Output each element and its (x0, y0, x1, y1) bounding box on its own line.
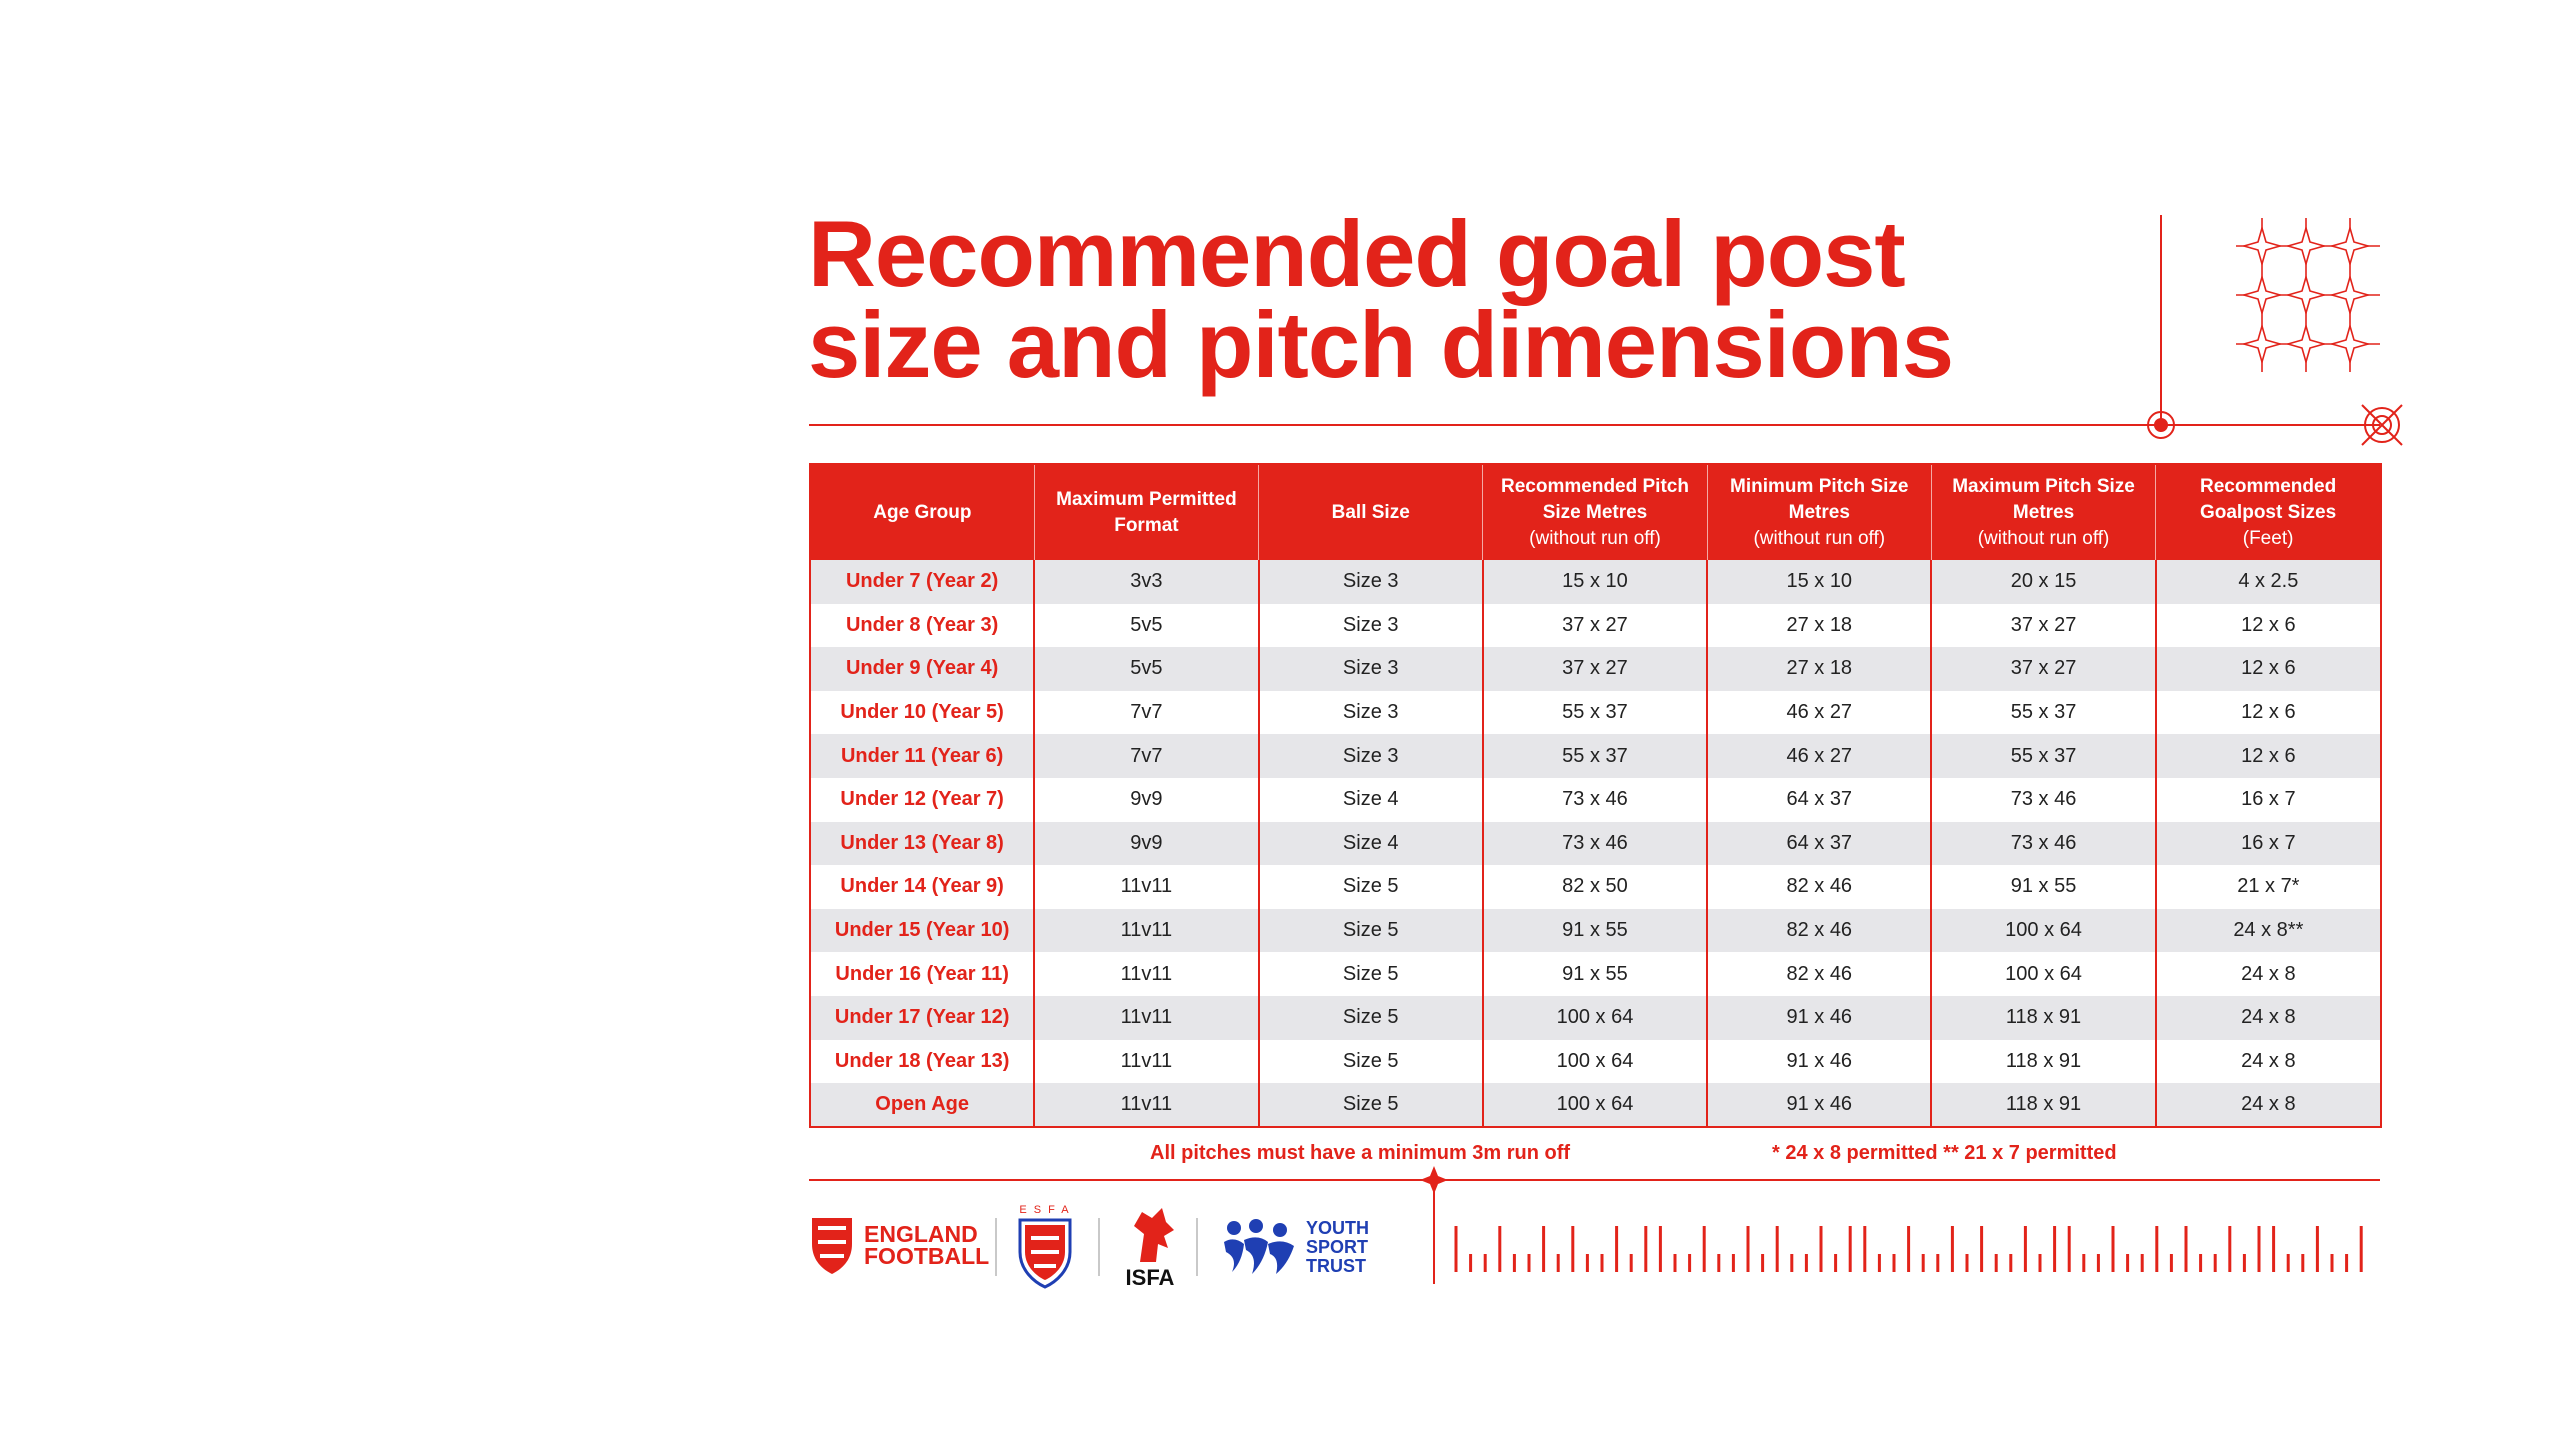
table-cell: 11v11 (1034, 865, 1258, 909)
table-cell: 118 x 91 (1931, 996, 2155, 1040)
table-cell: 16 x 7 (2156, 822, 2381, 866)
table-cell: 24 x 8** (2156, 909, 2381, 953)
column-header-title: Age Group (873, 501, 972, 523)
column-header-title: Recommended Pitch Size Metres (1501, 475, 1689, 523)
age-group-cell: Under 16 (Year 11) (810, 952, 1034, 996)
column-header-title: Recommended Goalpost Sizes (2199, 475, 2337, 523)
three-lions-icon (808, 1214, 856, 1276)
table-cell: 55 x 37 (1483, 691, 1707, 735)
table-cell: 82 x 46 (1707, 909, 1931, 953)
table-cell: Size 3 (1259, 560, 1483, 604)
crosshair-icon (2362, 405, 2402, 445)
column-header (810, 464, 1034, 560)
table-cell: 100 x 64 (1483, 1083, 1707, 1127)
table-cell: 64 x 37 (1707, 822, 1931, 866)
table-row (810, 604, 2381, 648)
table-cell: Size 3 (1259, 604, 1483, 648)
footer-sparkle-icon (1420, 1166, 1448, 1194)
table-cell: 15 x 10 (1707, 560, 1931, 604)
permitted-note: * 24 x 8 permitted ** 21 x 7 permitted (1772, 1142, 2117, 1164)
column-header-subtitle: (without run off) (1753, 527, 1886, 549)
logo-divider (1098, 1218, 1100, 1276)
column-header-title: Maximum Pitch Size Metres (1952, 475, 2135, 523)
table-cell: 7v7 (1034, 734, 1258, 778)
table-cell: 37 x 27 (1483, 647, 1707, 691)
table-cell: 37 x 27 (1931, 647, 2155, 691)
table-cell: Size 5 (1259, 1083, 1483, 1127)
table-cell: 11v11 (1034, 1040, 1258, 1084)
logo-divider (995, 1218, 997, 1276)
table-cell: 24 x 8 (2156, 952, 2381, 996)
table-cell: 100 x 64 (1483, 996, 1707, 1040)
age-group-cell: Under 8 (Year 3) (810, 604, 1034, 648)
column-header-subtitle: (without run off) (1529, 527, 1661, 549)
table-cell: 73 x 46 (1483, 822, 1707, 866)
age-group-cell: Under 7 (Year 2) (810, 560, 1034, 604)
column-header (1931, 464, 2155, 560)
table-cell: 118 x 91 (1931, 1040, 2155, 1084)
table-cell: 91 x 46 (1707, 1083, 1931, 1127)
column-header (1707, 464, 1931, 560)
table-cell: 12 x 6 (2156, 647, 2381, 691)
title-line-1: Recommended goal post (808, 201, 1905, 306)
table-cell: 55 x 37 (1931, 691, 2155, 735)
table-cell: 24 x 8 (2156, 1083, 2381, 1127)
table-cell: Size 5 (1259, 952, 1483, 996)
table-cell: 9v9 (1034, 822, 1258, 866)
table-cell: 16 x 7 (2156, 778, 2381, 822)
table-cell: 46 x 27 (1707, 734, 1931, 778)
title-line-2: size and pitch dimensions (808, 292, 1953, 397)
yst-text-3: TRUST (1306, 1255, 1366, 1276)
age-group-cell: Under 13 (Year 8) (810, 822, 1034, 866)
age-group-cell: Under 10 (Year 5) (810, 691, 1034, 735)
table-cell: 11v11 (1034, 1083, 1258, 1127)
column-header (1483, 464, 1707, 560)
table-cell: 82 x 46 (1707, 865, 1931, 909)
age-group-cell: Under 12 (Year 7) (810, 778, 1034, 822)
table-cell: Size 3 (1259, 734, 1483, 778)
table-cell: 73 x 46 (1931, 822, 2155, 866)
age-group-cell: Under 15 (Year 10) (810, 909, 1034, 953)
table-cell: 15 x 10 (1483, 560, 1707, 604)
england-football-text-2: FOOTBALL (864, 1243, 990, 1269)
table-cell: Size 5 (1259, 865, 1483, 909)
table-cell: 11v11 (1034, 909, 1258, 953)
isfa-text: ISFA (1125, 1265, 1175, 1290)
pitch-dimensions-table (809, 463, 2382, 1128)
table-cell: Size 5 (1259, 909, 1483, 953)
table-cell: 91 x 46 (1707, 996, 1931, 1040)
table-body (810, 560, 2381, 1127)
table-row (810, 691, 2381, 735)
youth-sport-trust-logo (1222, 1218, 1369, 1276)
england-football-logo (808, 1214, 989, 1276)
target-dot-icon (2148, 412, 2174, 438)
table-cell: 3v3 (1034, 560, 1258, 604)
table-cell: 24 x 8 (2156, 996, 2381, 1040)
column-header (2156, 464, 2381, 560)
age-group-cell: Under 14 (Year 9) (810, 865, 1034, 909)
table-cell: 7v7 (1034, 691, 1258, 735)
column-header-title: Minimum Pitch Size Metres (1730, 475, 1909, 523)
table-cell: 11v11 (1034, 996, 1258, 1040)
page-title (808, 201, 2108, 397)
column-header (1259, 464, 1483, 560)
table-cell: 73 x 46 (1483, 778, 1707, 822)
table-cell: 73 x 46 (1931, 778, 2155, 822)
table-cell: 12 x 6 (2156, 691, 2381, 735)
table-row (810, 647, 2381, 691)
table-cell: Size 5 (1259, 996, 1483, 1040)
table-row (810, 734, 2381, 778)
table-cell: 11v11 (1034, 952, 1258, 996)
yst-text-1: YOUTH (1306, 1217, 1369, 1238)
esfa-logo (1016, 1204, 1074, 1295)
esfa-shield-icon (1016, 1216, 1074, 1290)
age-group-cell: Open Age (810, 1083, 1034, 1127)
table-cell: 82 x 46 (1707, 952, 1931, 996)
logo-divider (1196, 1218, 1198, 1276)
table-cell: 91 x 55 (1931, 865, 2155, 909)
table-cell: Size 3 (1259, 647, 1483, 691)
table-cell: Size 4 (1259, 778, 1483, 822)
table-cell: 5v5 (1034, 647, 1258, 691)
table-cell: Size 4 (1259, 822, 1483, 866)
table-cell: 4 x 2.5 (2156, 560, 2381, 604)
ruler-ticks (1456, 1226, 2361, 1272)
table-row (810, 1083, 2381, 1127)
table-cell: 24 x 8 (2156, 1040, 2381, 1084)
table-cell: 12 x 6 (2156, 604, 2381, 648)
table-cell: 12 x 6 (2156, 734, 2381, 778)
table-cell: 20 x 15 (1931, 560, 2155, 604)
table-cell: 37 x 27 (1483, 604, 1707, 648)
table-cell: 21 x 7* (2156, 865, 2381, 909)
sparkle-grid-icon (2236, 218, 2380, 372)
yst-text-2: SPORT (1306, 1236, 1369, 1257)
table-cell: 27 x 18 (1707, 647, 1931, 691)
table-row (810, 952, 2381, 996)
table-cell: 100 x 64 (1931, 909, 2155, 953)
age-group-cell: Under 18 (Year 13) (810, 1040, 1034, 1084)
youth-figures-icon (1222, 1218, 1298, 1276)
table-cell: 91 x 46 (1707, 1040, 1931, 1084)
table-cell: 82 x 50 (1483, 865, 1707, 909)
table-cell: 118 x 91 (1931, 1083, 2155, 1127)
table-row (810, 909, 2381, 953)
table-row (810, 865, 2381, 909)
table-cell: Size 5 (1259, 1040, 1483, 1084)
table-cell: 46 x 27 (1707, 691, 1931, 735)
age-group-cell: Under 17 (Year 12) (810, 996, 1034, 1040)
table-row (810, 822, 2381, 866)
table-cell: 27 x 18 (1707, 604, 1931, 648)
column-header-subtitle: (Feet) (2242, 527, 2294, 549)
table-cell: 9v9 (1034, 778, 1258, 822)
esfa-text: E S F A (1019, 1204, 1071, 1216)
table-cell: 55 x 37 (1931, 734, 2155, 778)
table-header-row (810, 464, 2381, 560)
table-cell: 5v5 (1034, 604, 1258, 648)
table-cell: 64 x 37 (1707, 778, 1931, 822)
table-cell: 37 x 27 (1931, 604, 2155, 648)
table-cell: 91 x 55 (1483, 909, 1707, 953)
isfa-logo (1122, 1204, 1178, 1291)
england-football-text-1: ENGLAND (864, 1221, 978, 1247)
table-cell: 100 x 64 (1483, 1040, 1707, 1084)
table-row (810, 778, 2381, 822)
age-group-cell: Under 9 (Year 4) (810, 647, 1034, 691)
column-header (1034, 464, 1258, 560)
table-row (810, 1040, 2381, 1084)
dragon-icon (1122, 1204, 1178, 1264)
column-header-subtitle: (without run off) (1977, 527, 2110, 549)
run-off-note: All pitches must have a minimum 3m run off (1150, 1142, 1571, 1164)
table-row (810, 560, 2381, 604)
table-row (810, 996, 2381, 1040)
table-cell: Size 3 (1259, 691, 1483, 735)
table-cell: 100 x 64 (1931, 952, 2155, 996)
table-cell: 91 x 55 (1483, 952, 1707, 996)
age-group-cell: Under 11 (Year 6) (810, 734, 1034, 778)
table-cell: 55 x 37 (1483, 734, 1707, 778)
column-header-title: Maximum Permitted Format (1056, 488, 1237, 536)
column-header-title: Ball Size (1331, 501, 1410, 523)
